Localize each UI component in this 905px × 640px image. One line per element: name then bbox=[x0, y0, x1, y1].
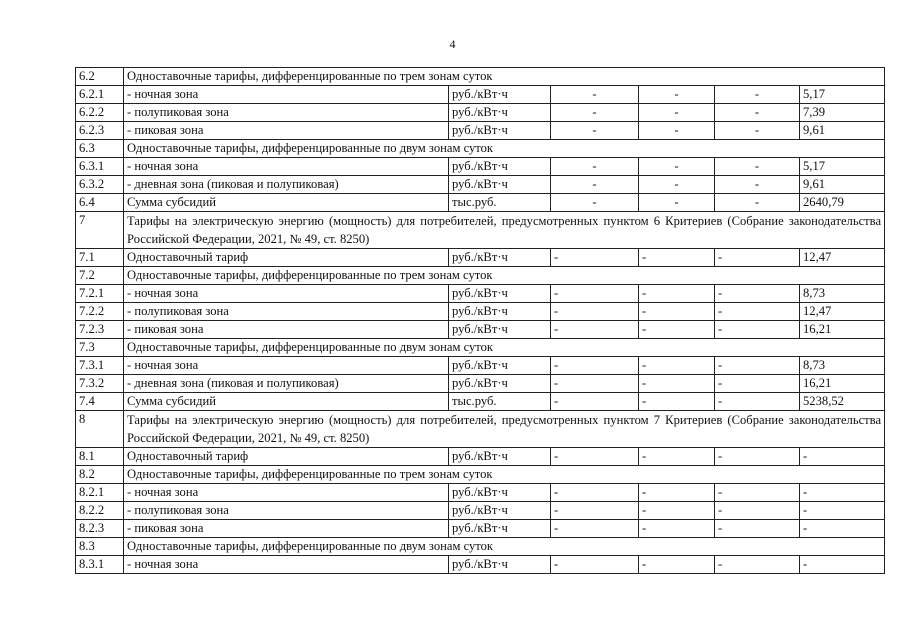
dash-cell: - bbox=[715, 122, 800, 140]
unit-cell: тыс.руб. bbox=[449, 194, 551, 212]
row-number: 7.2.2 bbox=[76, 303, 124, 321]
row-name: - дневная зона (пиковая и полупиковая) bbox=[124, 375, 449, 393]
dash-cell: - bbox=[551, 393, 639, 411]
row-number: 7.2.3 bbox=[76, 321, 124, 339]
section-title: Одноставочные тарифы, дифференцированные по двум зонам суток bbox=[124, 339, 885, 357]
value-cell: - bbox=[800, 520, 885, 538]
dash-cell: - bbox=[551, 357, 639, 375]
section-row bbox=[76, 212, 885, 249]
table-row bbox=[76, 357, 885, 375]
unit-cell: руб./кВт·ч bbox=[449, 375, 551, 393]
section-title: Одноставочные тарифы, дифференцированные по трем зонам суток bbox=[124, 68, 885, 86]
dash-cell: - bbox=[715, 104, 800, 122]
section-row bbox=[76, 267, 885, 285]
dash-cell: - bbox=[715, 194, 800, 212]
dash-cell: - bbox=[551, 448, 639, 466]
row-number: 8.1 bbox=[76, 448, 124, 466]
row-number: 8.2.1 bbox=[76, 484, 124, 502]
dash-cell: - bbox=[715, 86, 800, 104]
table-row bbox=[76, 303, 885, 321]
row-number: 6.3.1 bbox=[76, 158, 124, 176]
row-number: 7.1 bbox=[76, 249, 124, 267]
table-row bbox=[76, 158, 885, 176]
value-cell: - bbox=[800, 556, 885, 574]
table-row bbox=[76, 285, 885, 303]
unit-cell: руб./кВт·ч bbox=[449, 104, 551, 122]
row-number: 7.3.1 bbox=[76, 357, 124, 375]
dash-cell: - bbox=[551, 502, 639, 520]
row-name: - ночная зона bbox=[124, 158, 449, 176]
row-number: 7.2.1 bbox=[76, 285, 124, 303]
dash-cell: - bbox=[639, 393, 715, 411]
dash-cell: - bbox=[551, 194, 639, 212]
row-number: 7.3 bbox=[76, 339, 124, 357]
unit-cell: руб./кВт·ч bbox=[449, 520, 551, 538]
value-cell: 9,61 bbox=[800, 176, 885, 194]
dash-cell: - bbox=[715, 158, 800, 176]
value-cell: 5,17 bbox=[800, 158, 885, 176]
dash-cell: - bbox=[639, 285, 715, 303]
dash-cell: - bbox=[551, 176, 639, 194]
row-name: - ночная зона bbox=[124, 484, 449, 502]
dash-cell: - bbox=[715, 176, 800, 194]
section-title: Одноставочные тарифы, дифференцированные по трем зонам суток bbox=[124, 267, 885, 285]
dash-cell: - bbox=[715, 448, 800, 466]
dash-cell: - bbox=[551, 122, 639, 140]
table-row bbox=[76, 484, 885, 502]
section-title: Тарифы на электрическую энергию (мощность) для потребителей, предусмотренных пунктом 6 Критериев (Собрание законодательства Российской Федерации, 2021, № 49, ст. 8250) bbox=[124, 212, 885, 249]
value-cell: - bbox=[800, 448, 885, 466]
unit-cell: руб./кВт·ч bbox=[449, 484, 551, 502]
row-name: - ночная зона bbox=[124, 556, 449, 574]
dash-cell: - bbox=[639, 502, 715, 520]
row-name: - ночная зона bbox=[124, 285, 449, 303]
dash-cell: - bbox=[715, 375, 800, 393]
table-row bbox=[76, 104, 885, 122]
dash-cell: - bbox=[639, 122, 715, 140]
table-row bbox=[76, 520, 885, 538]
row-name: - пиковая зона bbox=[124, 321, 449, 339]
row-number: 8.3.1 bbox=[76, 556, 124, 574]
value-cell: 8,73 bbox=[800, 357, 885, 375]
value-cell: 16,21 bbox=[800, 321, 885, 339]
dash-cell: - bbox=[639, 484, 715, 502]
row-number: 8.2 bbox=[76, 466, 124, 484]
row-name: Одноставочный тариф bbox=[124, 448, 449, 466]
row-number: 6.2.2 bbox=[76, 104, 124, 122]
value-cell: - bbox=[800, 502, 885, 520]
value-cell: 9,61 bbox=[800, 122, 885, 140]
section-title: Одноставочные тарифы, дифференцированные по трем зонам суток bbox=[124, 466, 885, 484]
row-number: 6.2.3 bbox=[76, 122, 124, 140]
row-number: 6.4 bbox=[76, 194, 124, 212]
row-number: 8.2.2 bbox=[76, 502, 124, 520]
row-name: - полупиковая зона bbox=[124, 104, 449, 122]
dash-cell: - bbox=[639, 448, 715, 466]
table-row bbox=[76, 86, 885, 104]
unit-cell: руб./кВт·ч bbox=[449, 448, 551, 466]
row-number: 6.2.1 bbox=[76, 86, 124, 104]
dash-cell: - bbox=[639, 357, 715, 375]
row-name: - дневная зона (пиковая и полупиковая) bbox=[124, 176, 449, 194]
row-number: 8.3 bbox=[76, 538, 124, 556]
row-name: - ночная зона bbox=[124, 357, 449, 375]
section-row bbox=[76, 339, 885, 357]
dash-cell: - bbox=[551, 321, 639, 339]
section-title: Одноставочные тарифы, дифференцированные по двум зонам суток bbox=[124, 140, 885, 158]
value-cell: 12,47 bbox=[800, 249, 885, 267]
dash-cell: - bbox=[639, 375, 715, 393]
dash-cell: - bbox=[551, 375, 639, 393]
dash-cell: - bbox=[551, 520, 639, 538]
value-cell: 5,17 bbox=[800, 86, 885, 104]
dash-cell: - bbox=[639, 321, 715, 339]
section-title: Тарифы на электрическую энергию (мощность) для потребителей, предусмотренных пунктом 7 Критериев (Собрание законодательства Российской Федерации, 2021, № 49, ст. 8250) bbox=[124, 411, 885, 448]
table-row bbox=[76, 194, 885, 212]
value-cell: 16,21 bbox=[800, 375, 885, 393]
row-name: - пиковая зона bbox=[124, 122, 449, 140]
dash-cell: - bbox=[715, 502, 800, 520]
table-row bbox=[76, 556, 885, 574]
row-number: 8 bbox=[76, 411, 124, 448]
dash-cell: - bbox=[551, 556, 639, 574]
unit-cell: руб./кВт·ч bbox=[449, 303, 551, 321]
tariff-table-body bbox=[76, 68, 885, 574]
dash-cell: - bbox=[715, 357, 800, 375]
dash-cell: - bbox=[551, 249, 639, 267]
dash-cell: - bbox=[551, 285, 639, 303]
row-number: 6.3 bbox=[76, 140, 124, 158]
dash-cell: - bbox=[551, 86, 639, 104]
section-row bbox=[76, 466, 885, 484]
page-number: 4 bbox=[449, 37, 456, 51]
value-cell: 2640,79 bbox=[800, 194, 885, 212]
value-cell: 8,73 bbox=[800, 285, 885, 303]
dash-cell: - bbox=[639, 158, 715, 176]
unit-cell: тыс.руб. bbox=[449, 393, 551, 411]
dash-cell: - bbox=[639, 556, 715, 574]
row-name: Одноставочный тариф bbox=[124, 249, 449, 267]
table-row bbox=[76, 122, 885, 140]
dash-cell: - bbox=[639, 249, 715, 267]
section-row bbox=[76, 140, 885, 158]
dash-cell: - bbox=[639, 176, 715, 194]
dash-cell: - bbox=[715, 285, 800, 303]
unit-cell: руб./кВт·ч bbox=[449, 122, 551, 140]
section-row bbox=[76, 411, 885, 448]
table-row bbox=[76, 176, 885, 194]
unit-cell: руб./кВт·ч bbox=[449, 158, 551, 176]
dash-cell: - bbox=[715, 520, 800, 538]
dash-cell: - bbox=[639, 86, 715, 104]
dash-cell: - bbox=[639, 104, 715, 122]
row-number: 7.4 bbox=[76, 393, 124, 411]
dash-cell: - bbox=[551, 484, 639, 502]
row-name: - ночная зона bbox=[124, 86, 449, 104]
dash-cell: - bbox=[551, 303, 639, 321]
section-title: Одноставочные тарифы, дифференцированные по двум зонам суток bbox=[124, 538, 885, 556]
unit-cell: руб./кВт·ч bbox=[449, 249, 551, 267]
dash-cell: - bbox=[715, 484, 800, 502]
dash-cell: - bbox=[639, 303, 715, 321]
row-number: 7 bbox=[76, 212, 124, 249]
row-number: 6.2 bbox=[76, 68, 124, 86]
row-name: - полупиковая зона bbox=[124, 502, 449, 520]
unit-cell: руб./кВт·ч bbox=[449, 357, 551, 375]
tariff-table bbox=[75, 67, 885, 574]
value-cell: 12,47 bbox=[800, 303, 885, 321]
row-name: Сумма субсидий bbox=[124, 393, 449, 411]
dash-cell: - bbox=[715, 393, 800, 411]
dash-cell: - bbox=[715, 249, 800, 267]
table-row bbox=[76, 375, 885, 393]
unit-cell: руб./кВт·ч bbox=[449, 86, 551, 104]
dash-cell: - bbox=[715, 303, 800, 321]
value-cell: 5238,52 bbox=[800, 393, 885, 411]
unit-cell: руб./кВт·ч bbox=[449, 285, 551, 303]
table-row bbox=[76, 249, 885, 267]
table-row bbox=[76, 393, 885, 411]
table-row bbox=[76, 321, 885, 339]
dash-cell: - bbox=[715, 321, 800, 339]
row-name: - полупиковая зона bbox=[124, 303, 449, 321]
unit-cell: руб./кВт·ч bbox=[449, 502, 551, 520]
row-number: 7.2 bbox=[76, 267, 124, 285]
dash-cell: - bbox=[639, 520, 715, 538]
value-cell: 7,39 bbox=[800, 104, 885, 122]
row-name: Сумма субсидий bbox=[124, 194, 449, 212]
unit-cell: руб./кВт·ч bbox=[449, 321, 551, 339]
dash-cell: - bbox=[715, 556, 800, 574]
table-row bbox=[76, 448, 885, 466]
value-cell: - bbox=[800, 484, 885, 502]
row-number: 7.3.2 bbox=[76, 375, 124, 393]
row-name: - пиковая зона bbox=[124, 520, 449, 538]
row-number: 8.2.3 bbox=[76, 520, 124, 538]
dash-cell: - bbox=[551, 158, 639, 176]
dash-cell: - bbox=[551, 104, 639, 122]
row-number: 6.3.2 bbox=[76, 176, 124, 194]
unit-cell: руб./кВт·ч bbox=[449, 556, 551, 574]
dash-cell: - bbox=[639, 194, 715, 212]
section-row bbox=[76, 68, 885, 86]
section-row bbox=[76, 538, 885, 556]
table-row bbox=[76, 502, 885, 520]
unit-cell: руб./кВт·ч bbox=[449, 176, 551, 194]
